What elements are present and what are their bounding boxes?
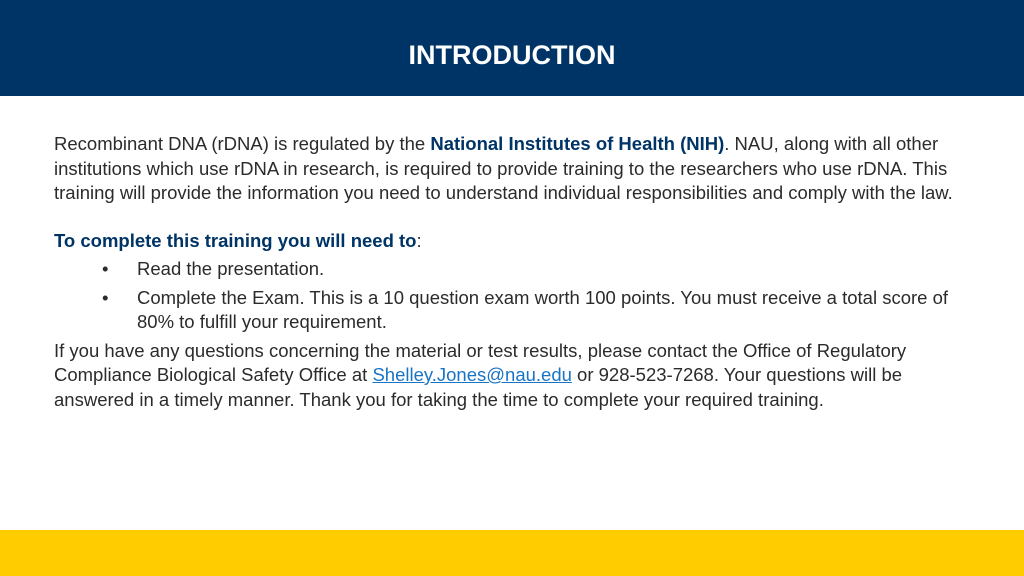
requirements-heading (54, 229, 974, 254)
intro-text-before: Recombinant DNA (rDNA) is regulated by the (54, 133, 431, 154)
bullet-icon: • (102, 258, 109, 279)
nih-emphasis: National Institutes of Health (NIH) (430, 133, 725, 154)
bullet-icon: • (102, 286, 109, 308)
contact-text-before: If you have any questions concerning the material or test results, please contact the Office of Regulatory Compliance Biological Safety Office at (54, 339, 907, 385)
footer-band (0, 530, 1024, 576)
slide-title: INTRODUCTION (408, 40, 616, 70)
contact-paragraph (54, 339, 974, 413)
list-item-text: Read the presentation. (137, 258, 325, 279)
list-item (54, 257, 974, 282)
requirements-list (54, 257, 974, 335)
list-item-text: Complete the Exam. This is a 10 question exam worth 100 points. You must receive a total score of 80% to fulfill your requirement. (137, 286, 949, 332)
email-link[interactable]: Shelley.Jones@nau.edu (372, 364, 572, 385)
slide-content (54, 132, 974, 412)
contact-text-after: or 928-523-7268. Your questions will be answered in a timely manner. Thank you for taking the time to complete your required training. (54, 364, 903, 410)
requirements-heading-text: To complete this training you will need to (54, 229, 417, 251)
header-band (0, 0, 1024, 96)
intro-paragraph (54, 132, 974, 206)
requirements-heading-colon: : (416, 229, 422, 251)
list-item (54, 286, 974, 335)
intro-text-after: . NAU, along with all other institutions which use rDNA in research, is required to provide training to the researchers who use rDNA. This training will provide the information you need to understand individual responsibilities and comply with the law. (54, 133, 953, 203)
